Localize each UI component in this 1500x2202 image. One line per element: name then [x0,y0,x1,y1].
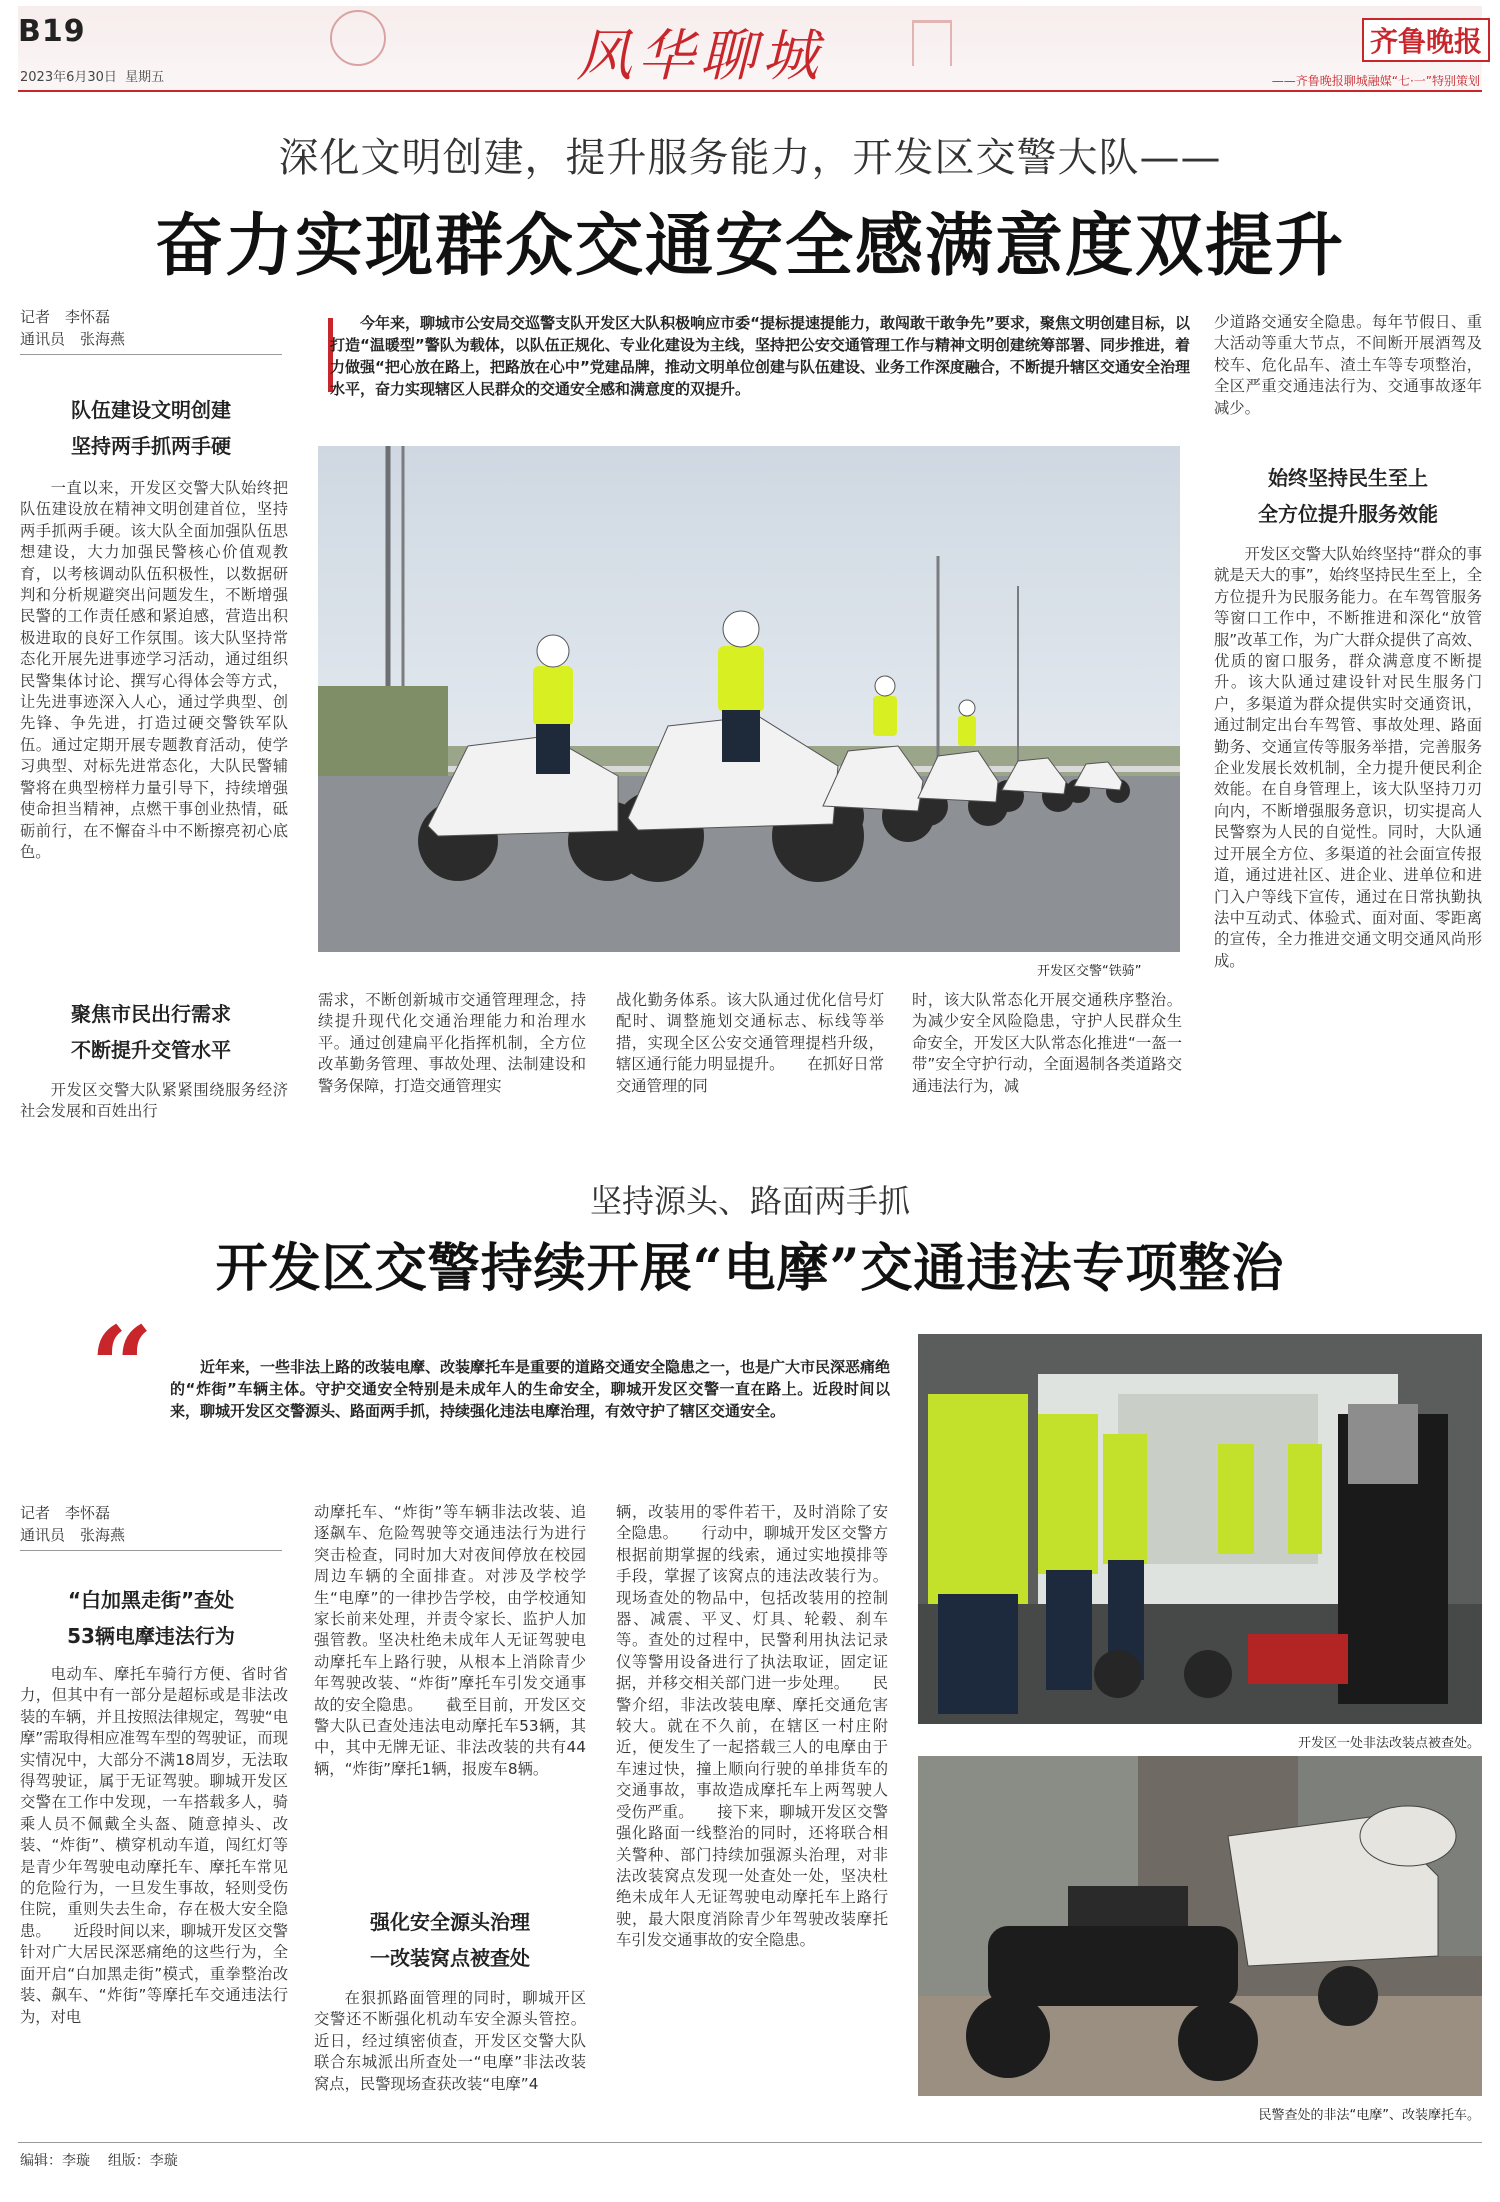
ferris-wheel-icon [330,10,386,66]
editor-credit: 编辑：李璇 [20,2153,90,2169]
subhead-line: “白加黑走街”查处 [67,1588,235,1612]
article1-subhead-1 [20,392,282,464]
article2-kicker: 坚持源头、路面两手抓 [589,1182,910,1220]
article2-col-2-bottom: 在狠抓路面管理的同时，聊城开区交警还不断强化机动车安全源头管控。近日，经过缜密侦查，开发区交警大队联合东城派出所查处一“电摩”非法改装窝点，民警现场查获改装“电摩”4 [314,1989,586,2093]
article2-subhead-1 [20,1582,282,1654]
motorcycle-police-illustration [318,446,1180,952]
article1-headline: 奋力实现群众交通安全感满意度双提升 [154,206,1345,286]
article1-right-col-top: 少道路交通安全隐患。每年节假日、重大活动等重大节点，不间断开展酒驾及校车、危化品车、渣土车等专项整治，全区严重交通违法行为、交通事故逐年减少。 [1214,313,1482,417]
article1-right-col-body: 开发区交警大队始终坚持“群众的事就是天大的事”，始终坚持民生至上，全方位提升为民服务能力。在车驾管服务等窗口工作中，不断推进和深化“放管服”改革工作，为广大群众提供了高效、优质的窗口服务，群众满意度不断提升。该大队通过建设针对民生服务门户，多渠道为群众提供实时交通资讯，通过制定出台车驾管、事故处理、路面勤务、交通宣传等服务举措，完善服务企业发展长效机制，全力提升便民利企效能。在自身管理上，该大队坚持刀刃向内，不断增强服务意识，切实提高人民警察为人民的自觉性。同时，大队通过开展全方位、多渠道的社会面宣传报道，通过进社区、进企业、进单位和进门入户等线下宣传，通过在日常执勤执法中互动式、体验式、面对面、零距离的宣传，全力推进交通文明交通风尚形成。 [1214,545,1482,970]
article1-below-col-3: 时，该大队常态化开展交通秩序整治。为减少安全风险隐患，守护人民群众生命安全，开发区大队常态化推进“一盔一带”安全守护行动，全面遏制各类道路交通违法行为，减 [912,991,1182,1095]
tower-icon [912,20,952,66]
subhead-line: 53辆电摩违法行为 [67,1624,235,1648]
article2-col-2-top: 动摩托车、“炸街”等车辆非法改装、追逐飙车、危险驾驶等交通违法行为进行突击检查，同时加大对夜间停放在校园周边车辆的全面排查。对涉及学校学生“电摩”的一律抄告学校，由学校通知家长前来处理，并责令家长、监护人加强管教。坚决杜绝未成年人无证驾驶电动摩托车上路行驶，从根本上消除青少年驾驶改装、“炸街”摩托车引发交通事故的安全隐患。 截至目前，开发区交警大队已查处违法电动摩托车53辆，其中，其中无牌无证、非法改装的共有44辆，“炸街”摩托1辆，报废车8辆。 [314,1503,586,1778]
article1-subhead-2 [20,996,282,1068]
seized-photo-caption: 民警查处的非法“电摩”、改装摩托车。 [1258,2108,1480,2123]
subhead-line: 强化安全源头治理 [370,1910,530,1934]
subhead-line: 一改装窝点被查处 [370,1946,530,1970]
reporter-credit: 记者 李怀磊 [20,1504,111,1522]
byline-divider [20,354,282,355]
special-feature-note: ——齐鲁晚报聊城融媒“七·一”特别策划 [1271,74,1480,88]
seized-motorcycles-illustration [918,1756,1482,2096]
article1-kicker: 深化文明创建，提升服务能力，开发区交警大队—— [278,135,1222,181]
page-footer [20,2150,178,2170]
subhead-line: 坚持两手抓两手硬 [71,434,231,458]
byline-divider [20,1550,282,1551]
article1-byline [20,306,282,350]
article1-lead: 今年来，聊城市公安局交巡警支队开发区大队积极响应市委“提标提速提能力，敢闯敢干敢争先”要求，聚焦文明创建目标，以打造“温暖型”警队为载体，以队伍正规化、专业化建设为主线，坚持把公安交通管理工作与精神文明创建统筹部署、同步推进，着力做强“把心放在路上，把路放在心中”党建品牌，推动文明单位创建与队伍建设、业务工作深度融合，不断提升辖区交通安全治理水平，奋力实现辖区人民群众的交通安全感和满意度的双提升。 [330,314,1190,398]
article2-byline [20,1502,282,1546]
subhead-line: 队伍建设文明创建 [71,398,231,422]
article2-col-3: 辆，改装用的零件若干，及时消除了安全隐患。 行动中，聊城开发区交警方根据前期掌握的线索，通过实地摸排等手段，掌握了该窝点的违法改装行为。现场查处的物品中，包括改装用的控制器、减震、平叉、灯具、轮毂、刹车等。查处的过程中，民警利用执法记录仪等警用设备进行了执法取证，固定证据，并移交相关部门进一步处理。 民警介绍，非法改装电摩、摩托交通危害较大。就在不久前，在辖区一村庄附近，便发生了一起搭载三人的电摩由于车速过快，撞上顺向行驶的单排货车的交通事故，事故造成摩托车上两驾驶人受伤严重。 接下来，聊城开发区交警强化路面一线整治的同时，还将联合相关警种、部门持续加强源头治理，对非法改装窝点发现一处查处一处，坚决杜绝未成年人无证驾驶电动摩托车上路行驶，最大限度消除青少年驾驶改装摩托车引发交通事故的安全隐患。 [616,1503,888,1950]
article1-body-1: 一直以来，开发区交警大队始终把队伍建设放在精神文明创建首位，坚持两手抓两手硬。该大队全面加强队伍思想建设，大力加强民警核心价值观教育，以考核调动队伍积极性，以数据研判和分析规避突出问题发生，不断增强民警的工作责任感和紧迫感，营造出积极进取的良好工作氛围。该大队坚持常态化开展先进事迹学习活动，通过组织民警集体讨论、撰写心得体会等方式，让先进事迹深入人心，通过学典型、创先锋、争先进，打造过硬交警铁军队伍。通过定期开展专题教育活动，使学习典型、对标先进常态化，大队民警辅警将在典型榜样力量引导下，持续增强使命担当精神，点燃干事创业热情，砥砺前行，在不懈奋斗中不断擦亮初心底色。 [20,479,288,861]
page-number: B19 [18,14,86,49]
article2-col-1: 电动车、摩托车骑行方便、省时省力，但其中有一部分是超标或是非法改装的车辆，并且按照法律规定，驾驶“电摩”需取得相应准驾车型的驾驶证，而现实情况中，大部分不满18周岁，无法取得驾驶证，属于无证驾驶。聊城开发区交警在工作中发现，一车搭载多人，骑乘人员不佩戴全头盔、随意掉头、改装、“炸街”、横穿机动车道，闯红灯等是青少年驾驶电动摩托车、摩托车常见的危险行为，一旦发生事故，轻则受伤住院，重则失去生命，存在极大安全隐患。 近段时间以来，聊城开发区交警针对广大居民深恶痛绝的这些行为，全面开启“白加黑走街”模式，重拳整治改装、飙车、“炸街”等摩托车交通违法行为，对电 [20,1665,288,2026]
publication-date [20,66,164,85]
subhead-line: 始终坚持民生至上 [1268,466,1428,490]
weekday-text: 星期五 [125,70,165,85]
raid-scene-illustration [918,1334,1482,1724]
article2-headline: 开发区交警持续开展“电摩”交通违法专项整治 [215,1238,1285,1299]
raid-photo-caption: 开发区一处非法改装点被查处。 [1297,1736,1480,1751]
motorcycle-police-photo [318,446,1180,952]
section-title: 风华聊城 [576,24,824,89]
newspaper-logo: 齐鲁晚报 [1362,18,1490,62]
reporter-credit: 记者 李怀磊 [20,308,111,326]
article1-subhead-3 [1214,460,1482,532]
quote-mark-icon: “ [90,1302,154,1431]
article2-lead: 近年来，一些非法上路的改装电摩、改装摩托车是重要的道路交通安全隐患之一，也是广大市民深恶痛绝的“炸街”车辆主体。守护交通安全特别是未成年人的生命安全，聊城开发区交警一直在路上。近段时间以来，聊城开发区交警源头、路面两手抓，持续强化违法电摩治理，有效守护了辖区交通安全。 [170,1358,891,1420]
article1-below-col-2: 战化勤务体系。该大队通过优化信号灯配时、调整施划交通标志、标线等举措，实现全区公安交通管理提档升级，辖区通行能力明显提升。 在抓好日常交通管理的同 [616,991,884,1095]
article1-below-col-1: 需求，不断创新城市交通管理理念，持续提升现代化交通治理能力和治理水平。通过创建扁平化指挥机制，全方位改革勤务管理、事故处理、法制建设和警务保障，打造交通管理实 [318,991,586,1095]
subhead-line: 聚焦市民出行需求 [71,1002,231,1026]
article2-subhead-2 [314,1904,586,1976]
date-text: 2023年6月30日 [20,70,117,85]
subhead-line: 不断提升交管水平 [71,1038,231,1062]
seized-motorcycles-photo [918,1756,1482,2096]
raid-scene-photo [918,1334,1482,1724]
correspondent-credit: 通讯员 张海燕 [20,330,126,348]
subhead-line: 全方位提升服务效能 [1258,502,1438,526]
correspondent-credit: 通讯员 张海燕 [20,1526,126,1544]
photo-caption: 开发区交警“铁骑” [1037,964,1142,979]
article1-body-2: 开发区交警大队紧紧围绕服务经济社会发展和百姓出行 [20,1081,288,1121]
footer-divider [18,2142,1482,2143]
layout-credit: 组版：李璇 [107,2153,178,2169]
